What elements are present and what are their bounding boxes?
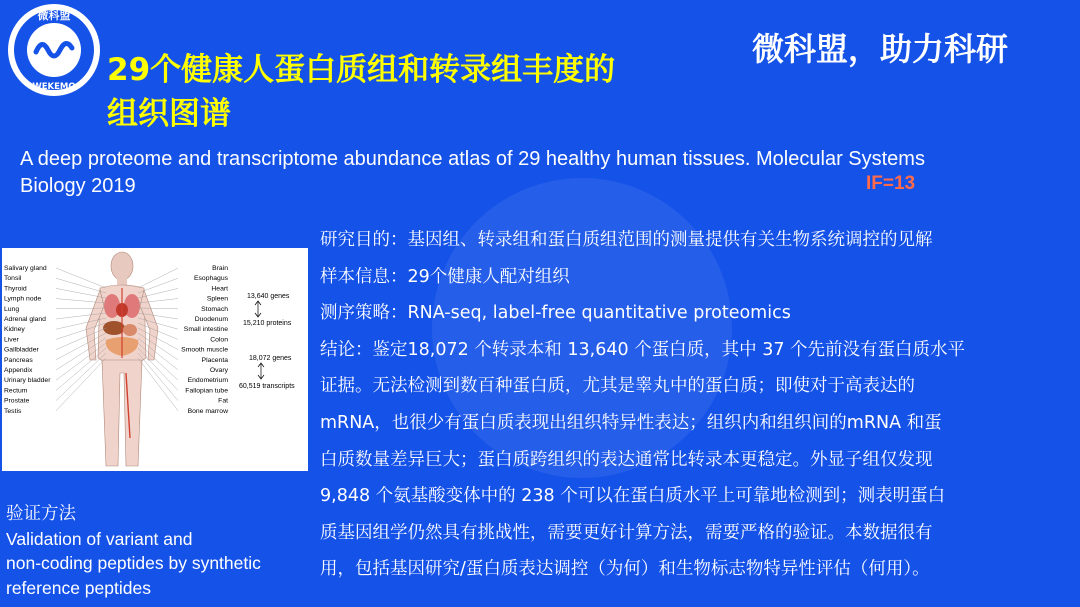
left-tissue-label: Liver — [4, 336, 19, 344]
stat-transcripts: 60,519 transcripts — [239, 383, 295, 390]
right-tissue-label: Heart — [211, 285, 228, 293]
reference-line1: A deep proteome and transcriptome abundance atlas of 29 healthy human tissues. Molecular Systems — [20, 148, 925, 170]
right-tissue-label: Fat — [218, 397, 228, 405]
page-title-line1: 29个健康人蛋白质组和转录组丰度的 — [107, 52, 616, 88]
verification-title: 验证方法 — [6, 504, 76, 524]
summary-line: 9,848 个氨基酸变体中的 238 个可以在蛋白质水平上可靠地检测到；测表明蛋白 — [320, 486, 946, 507]
summary-line: 结论：鉴定18,072 个转录本和 13,640 个蛋白质，其中 37 个先前没有蛋白质水平 — [320, 339, 966, 360]
left-tissue-label: Urinary bladder — [4, 377, 51, 385]
left-tissue-label: Kidney — [4, 326, 25, 334]
left-tissue-label: Lymph node — [4, 295, 42, 303]
study-summary — [320, 222, 1040, 588]
logo-top-text: 微科盟 — [37, 9, 71, 22]
right-tissue-label: Spleen — [206, 295, 228, 303]
page-title-line2: 组织图谱 — [107, 96, 231, 132]
logo-bottom-text: WEKEMO — [32, 82, 76, 92]
stat-transcripts-genes: 18,072 genes — [249, 355, 292, 362]
left-tissue-label: Pancreas — [4, 356, 33, 364]
right-leader-line — [138, 348, 178, 390]
summary-line: 用，包括基因研究/蛋白质表达调控（为何）和生物标志物特异性评估（何用）。 — [320, 559, 930, 580]
left-leader-line — [56, 353, 106, 401]
summary-line: 研究目的：基因组、转录组和蛋白质组范围的测量提供有关生物系统调控的见解 — [320, 230, 933, 250]
summary-line: mRNA，也很少有蛋白质表现出组织特异性表达；组织内和组织间的mRNA 和蛋 — [320, 412, 942, 433]
left-tissue-label: Testis — [4, 407, 22, 415]
verification-line3: reference peptides — [6, 577, 151, 598]
right-leader-line — [138, 278, 178, 293]
left-leader-line — [56, 343, 106, 380]
left-leader-line — [56, 288, 106, 298]
left-leader-line — [56, 348, 106, 390]
left-leader-line — [56, 358, 106, 411]
impact-factor: IF=13 — [866, 173, 916, 194]
left-leader-line — [56, 318, 106, 329]
right-tissue-label: Stomach — [201, 305, 228, 313]
right-tissue-label: Small intestine — [183, 326, 228, 334]
right-tissue-label: Fallopian tube — [185, 387, 228, 395]
left-tissue-label: Rectum — [4, 387, 28, 395]
left-tissue-label: Thyroid — [4, 285, 27, 293]
right-tissue-label: Bone marrow — [187, 407, 228, 415]
right-tissue-label: Ovary — [209, 367, 228, 374]
left-leader-line — [56, 268, 106, 288]
tissue-atlas-svg — [2, 248, 308, 471]
verification-line1: Validation of variant and — [6, 528, 193, 549]
left-tissue-label: Gallbladder — [4, 346, 39, 354]
left-tissue-label: Appendix — [4, 367, 33, 374]
verification-line2: non-coding peptides by synthetic — [6, 553, 261, 573]
right-tissue-label: Duodenum — [194, 316, 228, 323]
summary-line: 证据。无法检测到数百种蛋白质，尤其是睾丸中的蛋白质；即使对于高表达的 — [320, 376, 915, 397]
verification-section — [6, 502, 306, 600]
right-tissue-label: Endometrium — [187, 377, 228, 385]
reference-line2: Biology 2019 — [20, 175, 136, 197]
right-tissue-label: Smooth muscle — [181, 346, 228, 354]
right-leader-line — [138, 268, 178, 288]
left-tissue-label: Prostate — [4, 397, 30, 405]
figure-stats — [239, 293, 295, 390]
right-leader-line — [138, 358, 178, 411]
page-title — [107, 48, 747, 136]
human-body-illustration — [86, 252, 158, 466]
right-leader-line — [138, 353, 178, 401]
slogan: 微科盟，助力科研 — [752, 30, 1009, 68]
stat-proteins: 15,210 proteins — [243, 320, 292, 327]
tissue-atlas-figure — [2, 248, 308, 471]
left-leader-line — [56, 278, 106, 293]
left-tissue-label: Tonsil — [4, 275, 22, 283]
left-tissue-label: Lung — [4, 305, 20, 313]
left-tissue-label: Salivary gland — [4, 265, 47, 272]
right-tissue-label: Placenta — [201, 356, 228, 364]
summary-line: 测序策略：RNA-seq, label-free quantitative proteomics — [320, 303, 791, 324]
summary-line: 质基因组学仍然具有挑战性，需要更好计算方法，需要严格的验证。本数据很有 — [320, 522, 933, 543]
summary-line: 白质数量差异巨大；蛋白质跨组织的表达通常比转录本更稳定。外显子组仅发现 — [320, 449, 933, 470]
stat-proteins-genes: 13,640 genes — [247, 293, 290, 300]
right-tissue-label: Colon — [210, 336, 228, 344]
left-tissue-label: Adrenal gland — [4, 316, 46, 323]
right-tissue-label: Brain — [212, 265, 228, 272]
summary-line: 样本信息：29个健康人配对组织 — [320, 266, 570, 287]
right-tissue-label: Esophagus — [193, 275, 228, 283]
right-leader-line — [138, 343, 178, 380]
wekemo-logo — [6, 2, 102, 98]
